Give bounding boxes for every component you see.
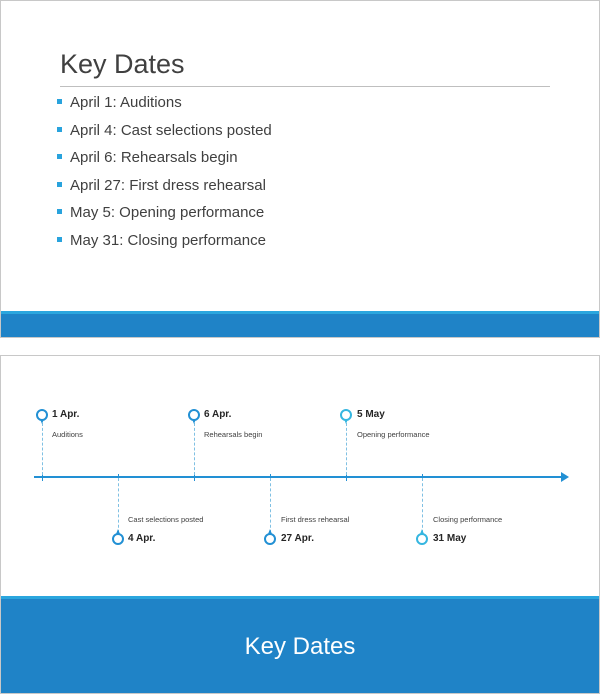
slide-1-title: Key Dates [60,49,185,79]
milestone-stem [270,478,271,533]
slide-2[interactable] [0,355,600,694]
list-item [57,93,272,121]
square-bullet-icon [57,182,62,187]
list-item-text: April 4: Cast selections posted [70,121,272,139]
title-band [1,596,599,693]
milestone-date: 4 Apr. [128,533,156,544]
milestone-stem [422,478,423,533]
title-divider [60,86,550,87]
square-bullet-icon [57,127,62,132]
square-bullet-icon [57,237,62,242]
milestone-date: 5 May [357,409,385,420]
footer-band [1,311,599,337]
milestone-event: Cast selections posted [128,515,204,524]
list-item-text: May 31: Closing performance [70,231,266,249]
milestone-date: 1 Apr. [52,409,80,420]
slide-1[interactable] [0,0,600,338]
map-pin-icon [112,533,124,545]
slide-2-title: Key Dates [244,633,356,660]
list-item [57,231,272,259]
milestone-event: Opening performance [357,430,430,439]
milestone-date: 6 Apr. [204,409,232,420]
list-item-text: April 27: First dress rehearsal [70,176,266,194]
timeline-axis [34,476,564,478]
list-item [57,176,272,204]
milestone-event: Auditions [52,430,83,439]
milestone-date: 27 Apr. [281,533,314,544]
map-pin-icon [36,409,48,421]
milestone-date: 31 May [433,533,467,544]
milestone-stem [118,478,119,533]
milestone-stem [346,423,347,475]
key-dates-list [57,93,272,259]
map-pin-icon [340,409,352,421]
milestone-event: Rehearsals begin [204,430,263,439]
milestone-stem [42,423,43,475]
list-item-text: April 1: Auditions [70,94,182,111]
map-pin-icon [264,533,276,545]
milestone-stem [194,423,195,475]
list-item-text: May 5: Opening performance [70,204,265,222]
timeline-tick [346,474,347,481]
list-item [57,148,272,176]
milestone-event: First dress rehearsal [281,515,350,524]
list-item [57,203,272,231]
list-item [57,121,272,149]
map-pin-icon [416,533,428,545]
milestone-event: Closing performance [433,515,503,524]
arrow-right-icon [561,472,569,482]
timeline-tick [194,474,195,481]
square-bullet-icon [57,154,62,159]
timeline-tick [42,474,43,481]
square-bullet-icon [57,99,62,104]
square-bullet-icon [57,209,62,214]
map-pin-icon [188,409,200,421]
list-item-text: April 6: Rehearsals begin [70,149,238,167]
